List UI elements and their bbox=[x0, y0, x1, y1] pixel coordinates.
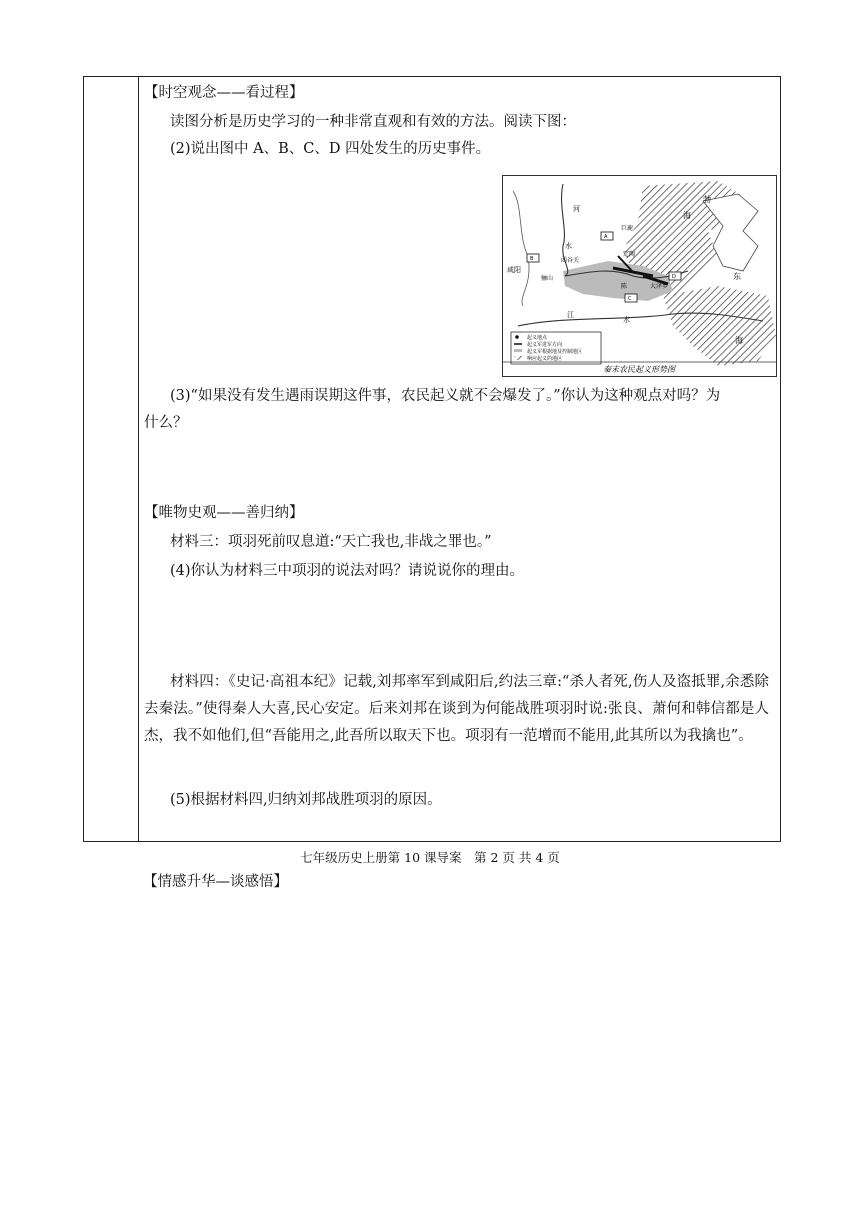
sea-label-hai2: 海 bbox=[735, 336, 743, 345]
place-chen: 陈 bbox=[621, 283, 628, 290]
question-3-line2: 什么？ bbox=[144, 415, 188, 431]
legend-item-2: 起义军进军方向 bbox=[527, 342, 563, 348]
river-label-shui: 水 bbox=[565, 242, 572, 250]
section-heading-emotion: 【情感升华—谈感悟】 bbox=[143, 874, 288, 890]
place-xianyang: 咸阳 bbox=[507, 266, 521, 274]
material-4: 材料四：《史记·高祖本纪》记载,刘邦率军到咸阳后,约法三章:“杀人者死,伤人及盗抵罪,余悉除去秦法。”使得秦人大喜,民心安定。后来刘邦在谈到为何能战胜项羽时说:张良、萧何和韩信都是人杰，我不如他们,但“吾能用之,此吾所以取天下也。项羽有一范增而不能用,此其所以为我擒也”。 bbox=[144, 674, 769, 744]
legend-item-3: 起义军根据地及控制地区 bbox=[527, 349, 583, 355]
sea-label-dong: 东 bbox=[733, 272, 741, 281]
legend-item-1: 起义地点 bbox=[527, 335, 548, 341]
legend-item-4: 响应起义的地区 bbox=[527, 356, 563, 362]
place-dingtao: 定陶 bbox=[623, 251, 636, 258]
question-3-line1: (3)“如果没有发生遇雨误期这件事，农民起义就不会爆发了。”你认为这种观点对吗？为 bbox=[170, 388, 721, 404]
question-2: (2)说出图中 A、B、C、D 四处发生的历史事件。 bbox=[170, 141, 491, 157]
label-A: A bbox=[604, 234, 608, 240]
river-label-he: 河 bbox=[573, 205, 580, 213]
place-lishan: 骊山 bbox=[541, 275, 554, 282]
river-label-jiang: 江 bbox=[567, 311, 574, 319]
question-5: (5)根据材料四,归纳刘邦战胜项羽的原因。 bbox=[170, 792, 442, 808]
section-heading-materialism: 【唯物史观——善归纳】 bbox=[144, 505, 304, 521]
lower-sections bbox=[139, 76, 775, 840]
place-hanguguan: 函谷关 bbox=[561, 257, 580, 264]
left-column bbox=[84, 77, 139, 841]
sea-label-bo: 勃 bbox=[703, 195, 711, 204]
place-dazexiang: 大泽乡 bbox=[650, 283, 669, 290]
section-heading-spacetime: 【时空观念——看过程】 bbox=[144, 85, 304, 101]
material-3: 材料三：项羽死前叹息道:“天亡我也,非战之罪也。” bbox=[170, 534, 492, 550]
map-caption: 秦末农民起义形势图 bbox=[603, 365, 675, 374]
label-B: B bbox=[530, 256, 534, 262]
intro-text: 读图分析是历史学习的一种非常直观和有效的方法。阅读下图： bbox=[170, 114, 576, 130]
river-label-shui2: 水 bbox=[623, 316, 630, 324]
sea-label-hai: 海 bbox=[683, 211, 691, 220]
label-C: C bbox=[628, 296, 632, 302]
place-julu: 巨鹿 bbox=[621, 225, 634, 232]
page-footer: 七年级历史上册第 10 课导案 第 2 页 共 4 页 bbox=[300, 850, 560, 865]
label-D: D bbox=[672, 274, 676, 280]
question-4: (4)你认为材料三中项羽的说法对吗？请说说你的理由。 bbox=[170, 563, 525, 579]
